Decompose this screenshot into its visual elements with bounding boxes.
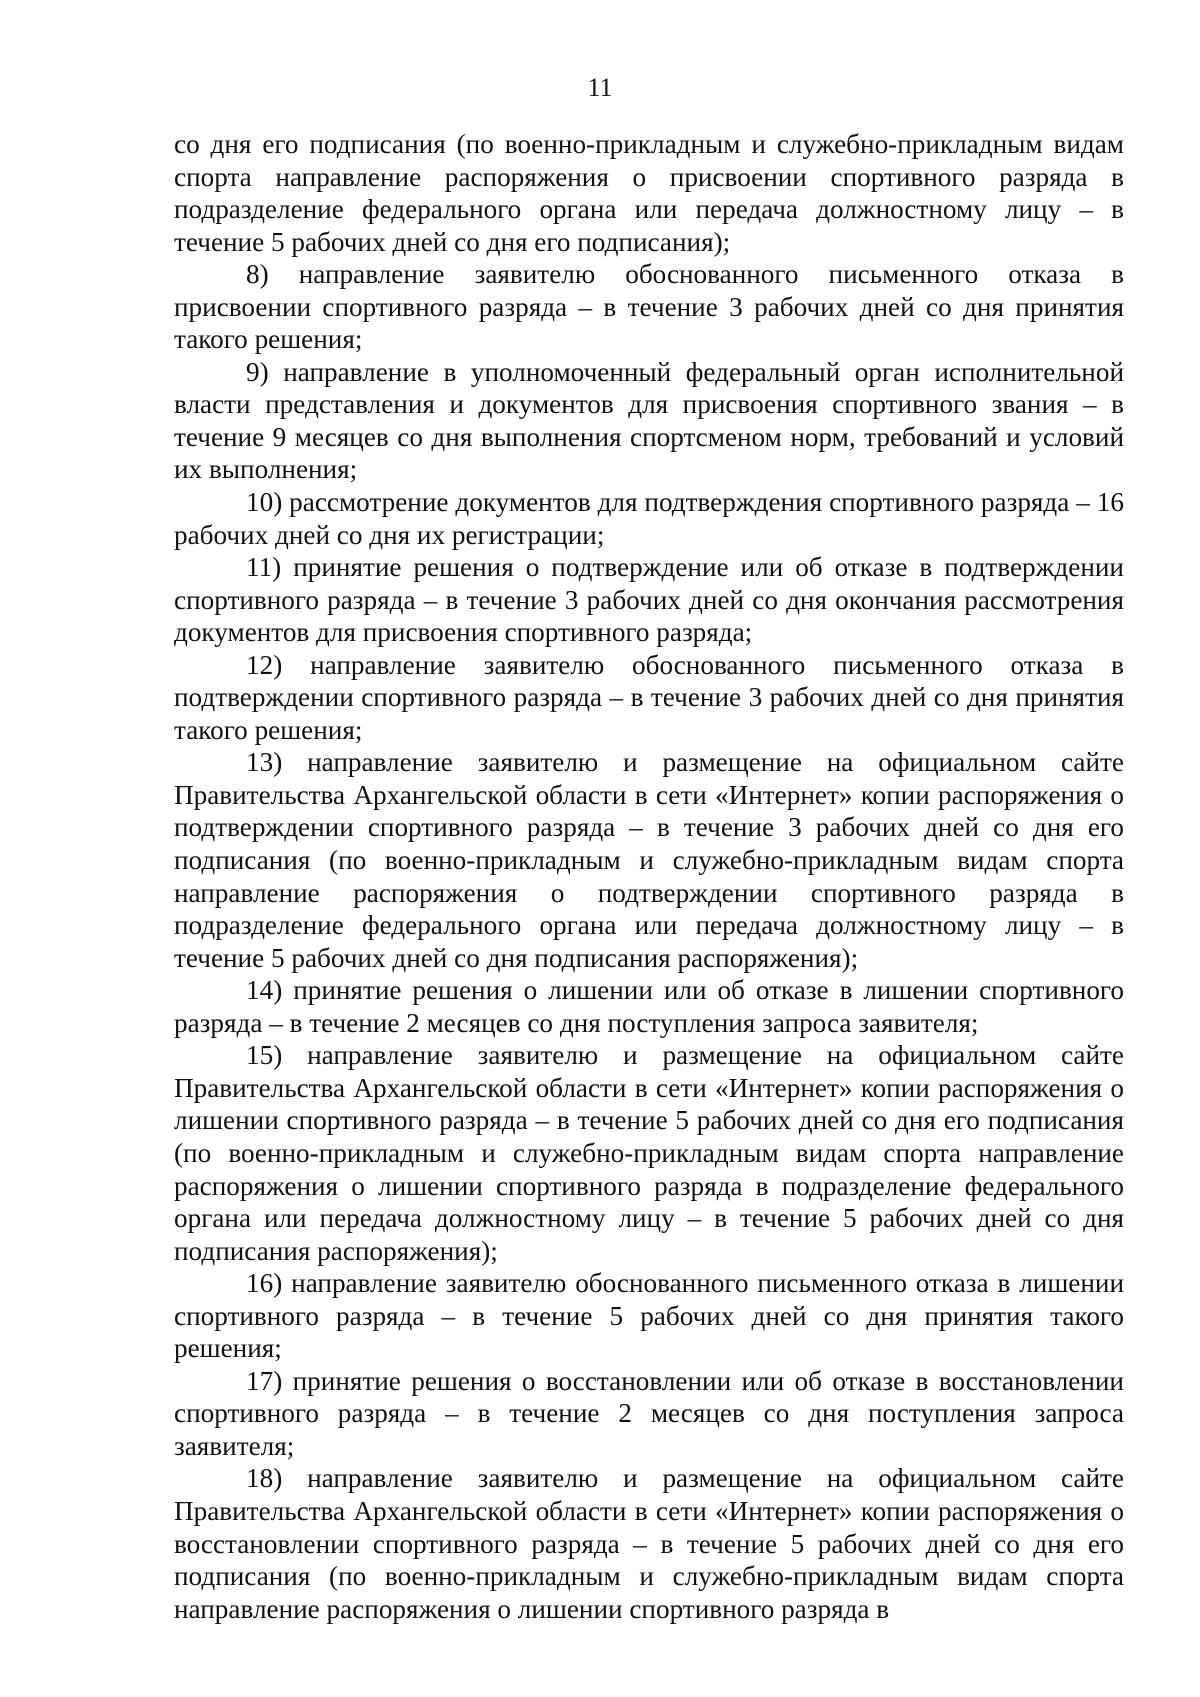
list-item-11: 11) принятие решения о подтверждение или об отказе в подтверждении спортивного разряда – в течение 3 рабочих дней со дня окончания рассмотрения документов для присвоения спортивного разряда;: [174, 552, 1124, 648]
page-number: 11: [587, 73, 613, 102]
list-item-14: 14) принятие решения о лишении или об отказе в лишении спортивного разряда – в течение 2 месяцев со дня поступления запроса заявителя;: [174, 975, 1124, 1038]
list-item-17: 17) принятие решения о восстановлении или об отказе в восстановлении спортивного разряда – в течение 2 месяцев со дня поступления запроса заявителя;: [174, 1365, 1124, 1461]
list-item-18: 18) направление заявителю и размещение на официальном сайте Правительства Архангельской области в сети «Интернет» копии распоряжения о восстановлении спортивного разряда – в течение 5 рабочих дней со дня его подписания (по военно-прикладным и служебно-прикладным видам спорта направление распоряжения о лишении спортивного разряда в: [174, 1463, 1124, 1624]
document-body: [174, 128, 1124, 1625]
paragraph-continuation: со дня его подписания (по военно-прикладным и служебно-прикладным видам спорта направление распоряжения о присвоении спортивного разряда в подразделение федерального органа или передача должностному лицу – в течение 5 рабочих дней со дня его подписания);: [174, 129, 1124, 257]
list-item-13: 13) направление заявителю и размещение на официальном сайте Правительства Архангельской области в сети «Интернет» копии распоряжения о подтверждении спортивного разряда – в течение 3 рабочих дней со дня его подписания (по военно-прикладным и служебно-прикладным видам спорта направление распоряжения о подтверждении спортивного разряда в подразделение федерального органа или передача должностному лицу – в течение 5 рабочих дней со дня подписания распоряжения);: [174, 747, 1124, 973]
list-item-8: 8) направление заявителю обоснованного письменного отказа в присвоении спортивного разряда – в течение 3 рабочих дней со дня принятия такого решения;: [174, 259, 1124, 355]
list-item-15: 15) направление заявителю и размещение на официальном сайте Правительства Архангельской области в сети «Интернет» копии распоряжения о лишении спортивного разряда – в течение 5 рабочих дней со дня его подписания (по военно-прикладным и служебно-прикладным видам спорта направление распоряжения о лишении спортивного разряда в подразделение федерального органа или передача должностному лицу – в течение 5 рабочих дней со дня подписания распоряжения);: [174, 1040, 1124, 1266]
list-item-10: 10) рассмотрение документов для подтверждения спортивного разряда – 16 рабочих дней со дня их регистрации;: [174, 487, 1124, 550]
list-item-16: 16) направление заявителю обоснованного письменного отказа в лишении спортивного разряда – в течение 5 рабочих дней со дня принятия такого решения;: [174, 1268, 1124, 1364]
list-item-12: 12) направление заявителю обоснованного письменного отказа в подтверждении спортивного разряда – в течение 3 рабочих дней со дня принятия такого решения;: [174, 649, 1124, 745]
list-item-9: 9) направление в уполномоченный федеральный орган исполнительной власти представления и документов для присвоения спортивного звания – в течение 9 месяцев со дня выполнения спортсменом норм, требований и условий их выполнения;: [174, 356, 1124, 485]
